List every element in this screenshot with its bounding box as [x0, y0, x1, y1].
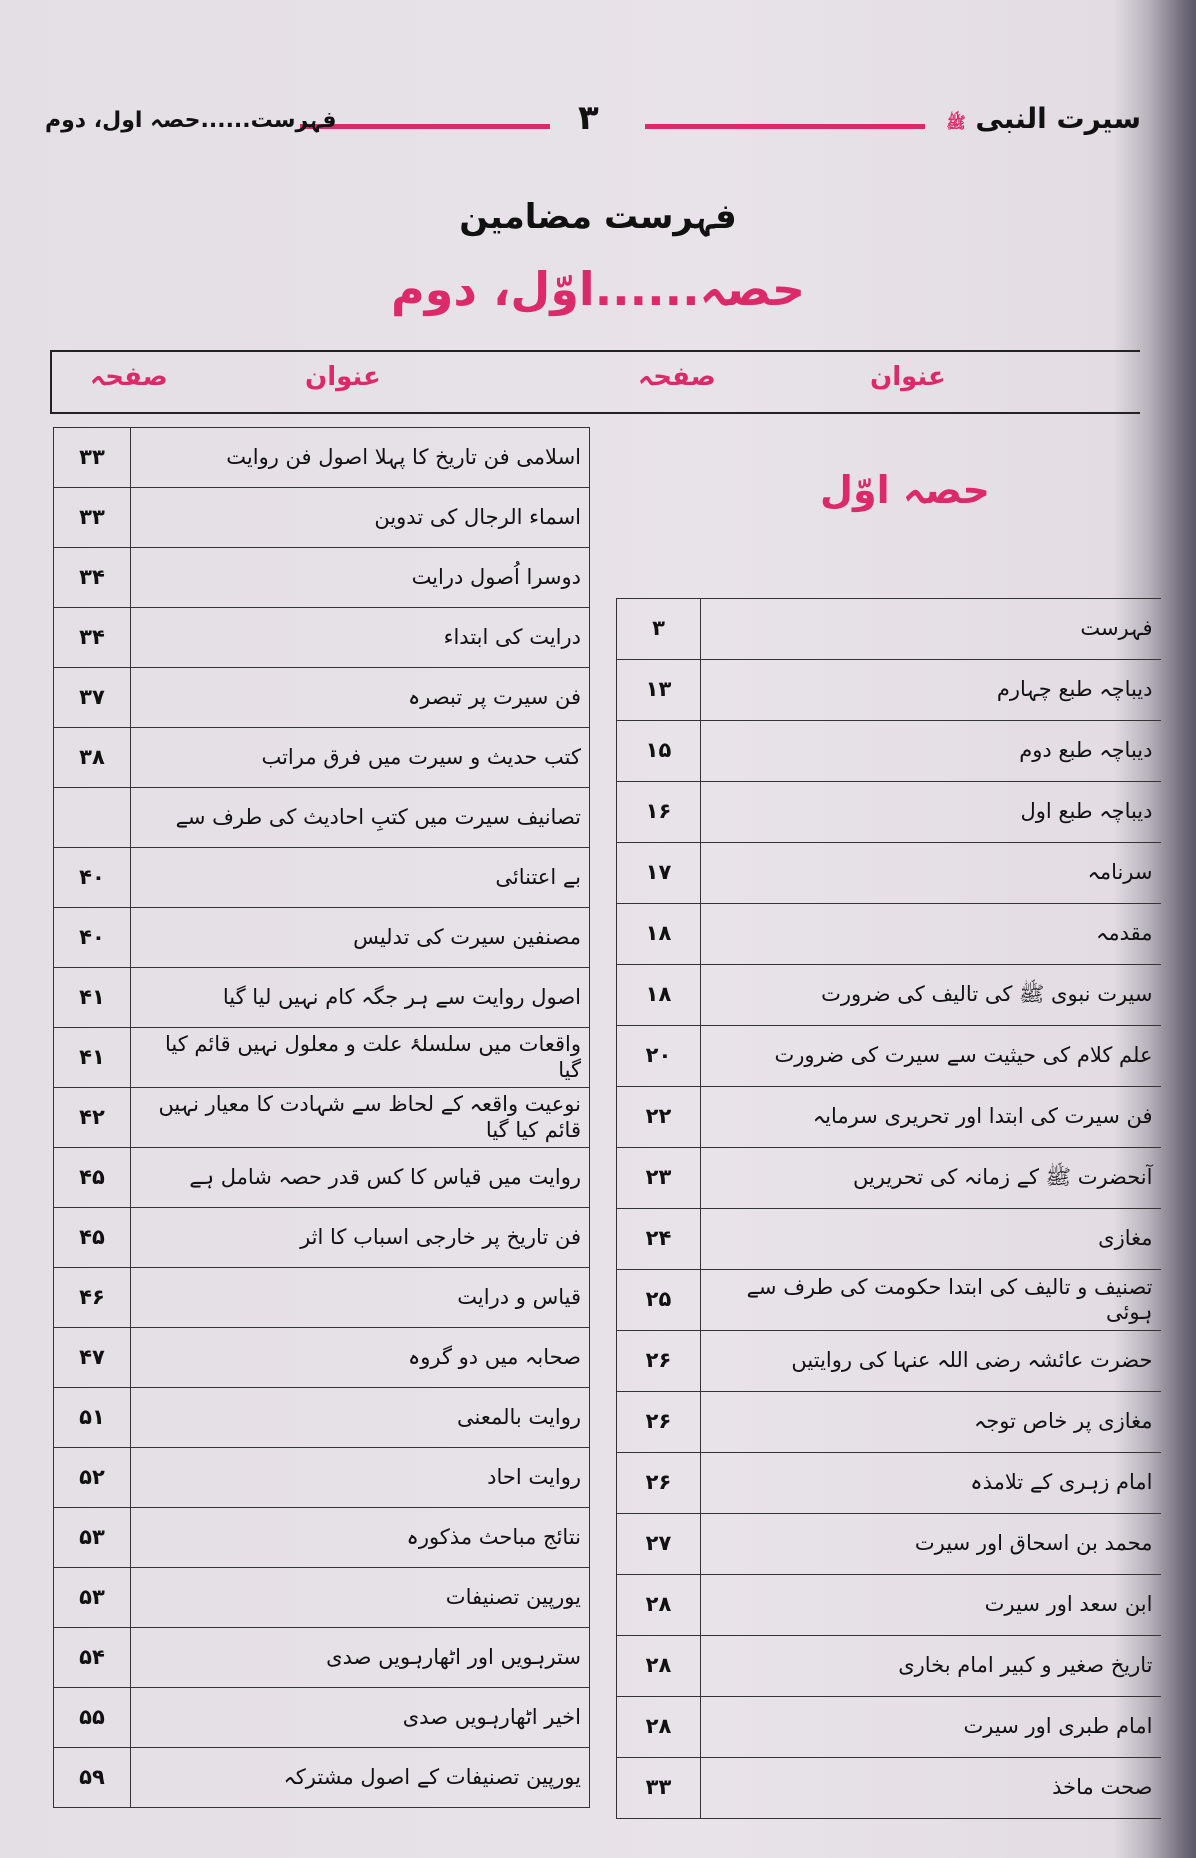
entry-page: ۴۱: [54, 968, 131, 1028]
entry-page: ۳۳: [54, 428, 131, 488]
entry-page: ۳: [617, 599, 701, 660]
left-column-title-header: عنوان: [305, 362, 381, 392]
entry-page: ۲۸: [617, 1636, 701, 1697]
entry-page: ۵۱: [54, 1388, 131, 1448]
entry-page: ۱۷: [617, 843, 701, 904]
entry-page: ۱۳: [617, 660, 701, 721]
entry-page: ۵۹: [54, 1748, 131, 1808]
entry-page: ۲۵: [617, 1270, 701, 1331]
entry-title: حضرت عائشہ رضی اللہ عنہا کی روایتیں: [701, 1331, 1161, 1392]
toc-row: [617, 1636, 1161, 1697]
entry-title: دیباچہ طبع دوم: [701, 721, 1161, 782]
entry-page: ۱۶: [617, 782, 701, 843]
toc-row: [54, 1208, 590, 1268]
toc-row: [54, 1748, 590, 1808]
entry-page: ۴۱: [54, 1028, 131, 1088]
entry-page: ۵۴: [54, 1628, 131, 1688]
entry-title: نوعیت واقعہ کے لحاظ سے شہادت کا معیار نہیں قائم کیا گیا: [131, 1088, 590, 1148]
toc-row: [54, 908, 590, 968]
toc-row: [54, 428, 590, 488]
toc-row: [617, 782, 1161, 843]
entry-page: ۲۳: [617, 1148, 701, 1209]
entry-page: ۲۸: [617, 1697, 701, 1758]
toc-row: [54, 548, 590, 608]
column-header-box: [50, 350, 1140, 414]
entry-title: یورپین تصنیفات کے اصول مشترکہ: [131, 1748, 590, 1808]
running-header-section: فہرست......حصہ اول، دوم: [45, 108, 337, 133]
entry-title: صحابہ میں دو گروہ: [131, 1328, 590, 1388]
toc-row: [54, 1628, 590, 1688]
entry-page: ۲۷: [617, 1514, 701, 1575]
toc-row: [54, 848, 590, 908]
toc-row: [617, 1087, 1161, 1148]
header-rule-left: [300, 124, 550, 129]
entry-title: مصنفین سیرت کی تدلیس: [131, 908, 590, 968]
entry-page: ۴۷: [54, 1328, 131, 1388]
entry-title: اخیر اٹھارہویں صدی: [131, 1688, 590, 1748]
toc-table-left: [53, 427, 590, 1808]
section-label: حصہ اوّل: [820, 468, 990, 512]
entry-title: مغازی: [701, 1209, 1161, 1270]
toc-row: [617, 904, 1161, 965]
entry-page: ۵۳: [54, 1568, 131, 1628]
entry-page: ۳۳: [54, 488, 131, 548]
toc-title: فہرست مضامین: [459, 197, 737, 237]
entry-page: ۳۴: [54, 608, 131, 668]
toc-row: [617, 1575, 1161, 1636]
right-column-page-header: صفحہ: [638, 362, 716, 392]
entry-title: دوسرا اُصول درایت: [131, 548, 590, 608]
entry-title: سیرت نبوی ﷺ کی تالیف کی ضرورت: [701, 965, 1161, 1026]
entry-title: روایت احاد: [131, 1448, 590, 1508]
toc-row: [54, 1028, 590, 1088]
entry-title: یورپین تصنیفات: [131, 1568, 590, 1628]
book-title: سیرت النبی: [975, 102, 1141, 135]
entry-title: اسلامی فن تاریخ کا پہلا اصول فن روایت: [131, 428, 590, 488]
toc-row: [617, 1392, 1161, 1453]
toc-row: [617, 843, 1161, 904]
toc-row: [617, 1453, 1161, 1514]
toc-row: [54, 968, 590, 1028]
left-column-page-header: صفحہ: [90, 362, 168, 392]
entry-title: اسماء الرجال کی تدوین: [131, 488, 590, 548]
entry-title: صحت ماخذ: [701, 1758, 1161, 1819]
entry-title: تصانیف سیرت میں کتبِ احادیث کی طرف سے: [131, 788, 590, 848]
toc-row: [617, 599, 1161, 660]
entry-page: ۴۲: [54, 1088, 131, 1148]
entry-title: تصنیف و تالیف کی ابتدا حکومت کی طرف سے ہوئی: [701, 1270, 1161, 1331]
entry-title: امام زہری کے تلامذہ: [701, 1453, 1161, 1514]
entry-title: بے اعتنائی: [131, 848, 590, 908]
entry-title: قیاس و درایت: [131, 1268, 590, 1328]
entry-page: ۵۵: [54, 1688, 131, 1748]
entry-page: ۲۴: [617, 1209, 701, 1270]
toc-row: [54, 728, 590, 788]
entry-page: ۴۶: [54, 1268, 131, 1328]
running-header-book-title: [946, 102, 1141, 136]
entry-page: ۲۲: [617, 1087, 701, 1148]
entry-title: فن تاریخ پر خارجی اسباب کا اثر: [131, 1208, 590, 1268]
entry-title: اصول روایت سے ہر جگہ کام نہیں لیا گیا: [131, 968, 590, 1028]
entry-page: ۱۸: [617, 904, 701, 965]
toc-row: [617, 1148, 1161, 1209]
toc-row: [617, 1514, 1161, 1575]
toc-table-right: [616, 598, 1161, 1819]
entry-page: ۲۶: [617, 1453, 701, 1514]
entry-page: ۲۸: [617, 1575, 701, 1636]
toc-row: [54, 1268, 590, 1328]
entry-title: واقعات میں سلسلۂ علت و معلول نہیں قائم کیا گیا: [131, 1028, 590, 1088]
toc-row: [54, 1088, 590, 1148]
toc-row: [617, 1758, 1161, 1819]
toc-row: [617, 660, 1161, 721]
toc-row: [617, 1331, 1161, 1392]
entry-title: مغازی پر خاص توجہ: [701, 1392, 1161, 1453]
entry-title: فہرست: [701, 599, 1161, 660]
toc-row: [54, 788, 590, 848]
toc-row: [617, 1270, 1161, 1331]
entry-title: فن سیرت پر تبصرہ: [131, 668, 590, 728]
entry-title: روایت میں قیاس کا کس قدر حصہ شامل ہے: [131, 1148, 590, 1208]
entry-title: محمد بن اسحاق اور سیرت: [701, 1514, 1161, 1575]
right-column-title-header: عنوان: [870, 362, 946, 392]
entry-page: ۳۷: [54, 668, 131, 728]
entry-title: ابن سعد اور سیرت: [701, 1575, 1161, 1636]
entry-page: ۳۴: [54, 548, 131, 608]
toc-row: [54, 1448, 590, 1508]
toc-row: [54, 1508, 590, 1568]
entry-page: ۲۶: [617, 1331, 701, 1392]
toc-row: [54, 1328, 590, 1388]
toc-row: [54, 1568, 590, 1628]
entry-page: ۱۸: [617, 965, 701, 1026]
entry-title: سترہویں اور اٹھارہویں صدی: [131, 1628, 590, 1688]
entry-title: آنحضرت ﷺ کے زمانہ کی تحریریں: [701, 1148, 1161, 1209]
entry-page: ۵۲: [54, 1448, 131, 1508]
entry-title: امام طبری اور سیرت: [701, 1697, 1161, 1758]
entry-title: کتب حدیث و سیرت میں فرق مراتب: [131, 728, 590, 788]
toc-row: [617, 721, 1161, 782]
entry-page: ۴۵: [54, 1148, 131, 1208]
entry-title: دیباچہ طبع چہارم: [701, 660, 1161, 721]
toc-row: [617, 1209, 1161, 1270]
entry-page: ۲۰: [617, 1026, 701, 1087]
toc-row: [54, 1148, 590, 1208]
entry-title: دیباچہ طبع اول: [701, 782, 1161, 843]
toc-row: [54, 1388, 590, 1448]
entry-title: درایت کی ابتداء: [131, 608, 590, 668]
page-number: ۳: [578, 98, 599, 138]
toc-row: [54, 488, 590, 548]
header-rule-right: [645, 124, 925, 129]
salutation-calligraphy: ﷺ: [946, 113, 966, 132]
entry-title: نتائج مباحث مذکورہ: [131, 1508, 590, 1568]
entry-title: تاریخ صغیر و کبیر امام بخاری: [701, 1636, 1161, 1697]
toc-row: [54, 1688, 590, 1748]
entry-title: سرنامہ: [701, 843, 1161, 904]
entry-title: فن سیرت کی ابتدا اور تحریری سرمایہ: [701, 1087, 1161, 1148]
entry-page: ۴۰: [54, 848, 131, 908]
entry-title: مقدمہ: [701, 904, 1161, 965]
entry-title: روایت بالمعنی: [131, 1388, 590, 1448]
entry-page: ۳۸: [54, 728, 131, 788]
entry-page: ۵۳: [54, 1508, 131, 1568]
toc-row: [617, 1026, 1161, 1087]
toc-row: [617, 1697, 1161, 1758]
entry-page: [54, 788, 131, 848]
toc-row: [617, 965, 1161, 1026]
toc-row: [54, 668, 590, 728]
entry-title: علم کلام کی حیثیت سے سیرت کی ضرورت: [701, 1026, 1161, 1087]
entry-page: ۴۵: [54, 1208, 131, 1268]
entry-page: ۲۶: [617, 1392, 701, 1453]
entry-page: ۴۰: [54, 908, 131, 968]
entry-page: ۱۵: [617, 721, 701, 782]
toc-row: [54, 608, 590, 668]
entry-page: ۳۳: [617, 1758, 701, 1819]
part-title: حصہ......اوّل، دوم: [391, 262, 805, 316]
